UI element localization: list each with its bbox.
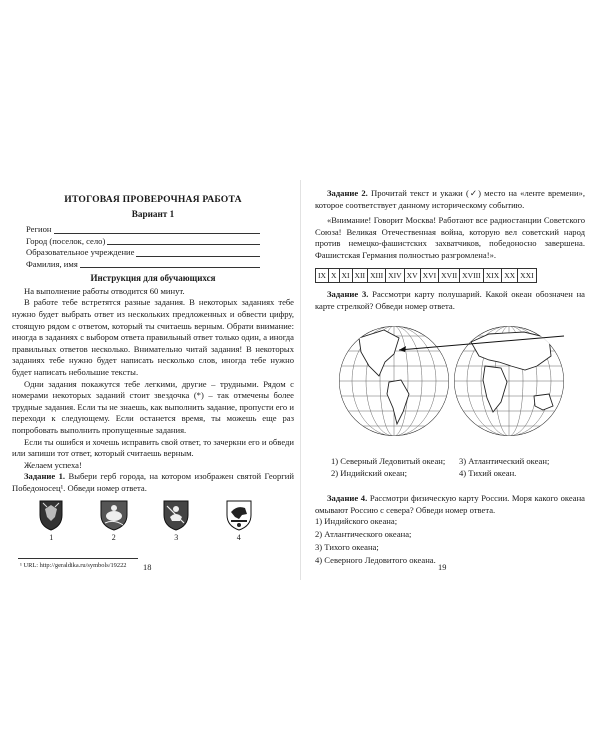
field-label: Город (поселок, село) (26, 235, 106, 246)
answer-option[interactable]: 3) Атлантический океан; (459, 455, 550, 466)
page-number-left: 18 (143, 563, 152, 572)
option-number: 1 (49, 533, 54, 543)
footnote-separator (18, 558, 138, 559)
task4-text: Задание 4. Рассмотри физическую карту России. Моря какого океана омывают Россию с севера? Обведи номер ответа. (315, 493, 585, 515)
fill-line[interactable] (136, 256, 260, 257)
timeline-cell[interactable]: XI (339, 268, 352, 283)
fill-line[interactable] (54, 233, 260, 234)
instruction-paragraph: На выполнение работы отводится 60 минут. (24, 285, 185, 296)
task3-label: Задание 3. (327, 289, 369, 300)
right-page (315, 188, 585, 568)
option-number: 4 (236, 533, 241, 543)
instruction-paragraph: Если ты ошибся и хочешь исправить свой ответ, то зачеркни его и обведи или запиши тот ответ, который считаешь верным. (12, 436, 294, 459)
field-school (12, 247, 294, 259)
timeline-table (315, 268, 537, 284)
answer-option[interactable]: 3) Тихого океана; (315, 542, 379, 553)
left-page (12, 188, 294, 570)
answer-option[interactable]: 1) Индийского океана; (315, 516, 398, 527)
timeline-cell[interactable]: XVII (439, 268, 460, 283)
timeline-cell[interactable]: XV (404, 268, 420, 283)
field-name (12, 259, 294, 271)
field-label: Регион (26, 224, 52, 235)
instruction-paragraph: В работе тебе встретятся разные задания. В некоторых заданиях тебе нужно будет выбрать ответ из нескольких предложенных и обвести цифру, стоящую рядом с ответом, который ты считаешь верным. Обрати внимание: иногда в заданиях с выбором ответа правильный ответ только один, а иногда правильных ответов несколько. Внимательно читай задания! В некоторых заданиях тебе нужно будет написать несколько слов, иногда тебе нужно будет написать небольшие тексты. (12, 297, 294, 377)
shield-bird-icon (38, 499, 64, 531)
fill-line[interactable] (80, 267, 260, 268)
fill-line[interactable] (107, 244, 260, 245)
task1-text: Задание 1. Выбери герб города, на котором изображен святой Георгий Победоносец¹. Обведи номер ответа. (12, 471, 294, 493)
field-city (12, 236, 294, 248)
timeline-cell[interactable]: XIX (483, 268, 502, 283)
answer-option[interactable]: 2) Атлантического океана; (315, 529, 412, 540)
test-title: ИТОГОВАЯ ПРОВЕРОЧНАЯ РАБОТА (64, 194, 242, 205)
coat-of-arms-option[interactable] (92, 499, 136, 544)
footnote: ¹ URL: http://geraldika.ru/symbols/19222 (20, 562, 127, 570)
task3-options (315, 456, 585, 479)
timeline-cell[interactable]: XVIII (460, 268, 484, 283)
timeline-cell[interactable]: XXI (518, 268, 537, 283)
task2-label: Задание 2. (327, 188, 368, 198)
task2-quote: «Внимание! Говорит Москва! Работают все радиостанции Советского Союза! Великая Отечественная война, которую вел советский народ против немецко-фашистских захватчиков, победоносно завершена. Фашистская Германия полностью разгромлена!». (315, 215, 585, 260)
answer-option[interactable]: 2) Индийский океан; (331, 467, 407, 478)
page-gutter (300, 180, 301, 580)
field-label: Образовательное учреждение (26, 247, 135, 258)
task4-label: Задание 4. (327, 493, 368, 504)
answer-option[interactable]: 4) Северного Ледовитого океана. (315, 555, 436, 566)
coat-of-arms-option[interactable] (154, 499, 198, 544)
instructions-title: Инструкция для обучающихся (90, 273, 216, 284)
timeline-cell[interactable]: IX (316, 268, 329, 283)
hemispheres-map (339, 316, 569, 446)
field-label: Фамилия, имя (26, 258, 78, 269)
task4-options (315, 516, 585, 568)
page-number-right: 19 (438, 563, 447, 572)
instruction-paragraph: Желаем успеха! (24, 459, 82, 470)
timeline-cell[interactable]: XIII (368, 268, 386, 283)
field-region (12, 224, 294, 236)
task1-label: Задание 1. (24, 471, 66, 482)
option-number: 3 (174, 533, 179, 543)
timeline-cell[interactable]: XVI (420, 268, 439, 283)
timeline-cell[interactable]: XIV (386, 268, 405, 283)
coat-of-arms-row (20, 499, 270, 544)
timeline-cell[interactable]: XII (352, 268, 368, 283)
shield-horse-icon (225, 499, 253, 531)
timeline-cell[interactable]: XX (502, 268, 518, 283)
option-number: 2 (111, 533, 116, 543)
coat-of-arms-option[interactable] (29, 499, 73, 544)
answer-option[interactable]: 4) Тихий океан. (459, 467, 517, 478)
variant-label: Вариант 1 (131, 208, 175, 219)
shield-rider-icon (99, 499, 129, 531)
task2-text: Задание 2. Прочитай текст и укажи (✓) место на «ленте времени», которое соответствует данному историческому событию. (315, 188, 586, 210)
answer-option[interactable]: 1) Северный Ледовитый океан; (331, 455, 446, 466)
instruction-paragraph: Одни задания покажутся тебе легкими, другие – трудными. Рядом с номерами некоторых заданий стоит звездочка (*) – так отмечены более трудные задания. Если ты не знаешь, как выполнить задание, пропусти его и переходи к следующему. Если останется время, ты можешь еще раз попробовать выполнить пропущенные задания. (12, 378, 294, 435)
timeline-cell[interactable]: X (329, 268, 339, 283)
task3-text: Задание 3. Рассмотри карту полушарий. Какой океан обозначен на карте стрелкой? Обведи номер ответа. (315, 289, 585, 311)
coat-of-arms-option[interactable] (217, 499, 261, 544)
shield-saint-george-icon (162, 499, 190, 531)
